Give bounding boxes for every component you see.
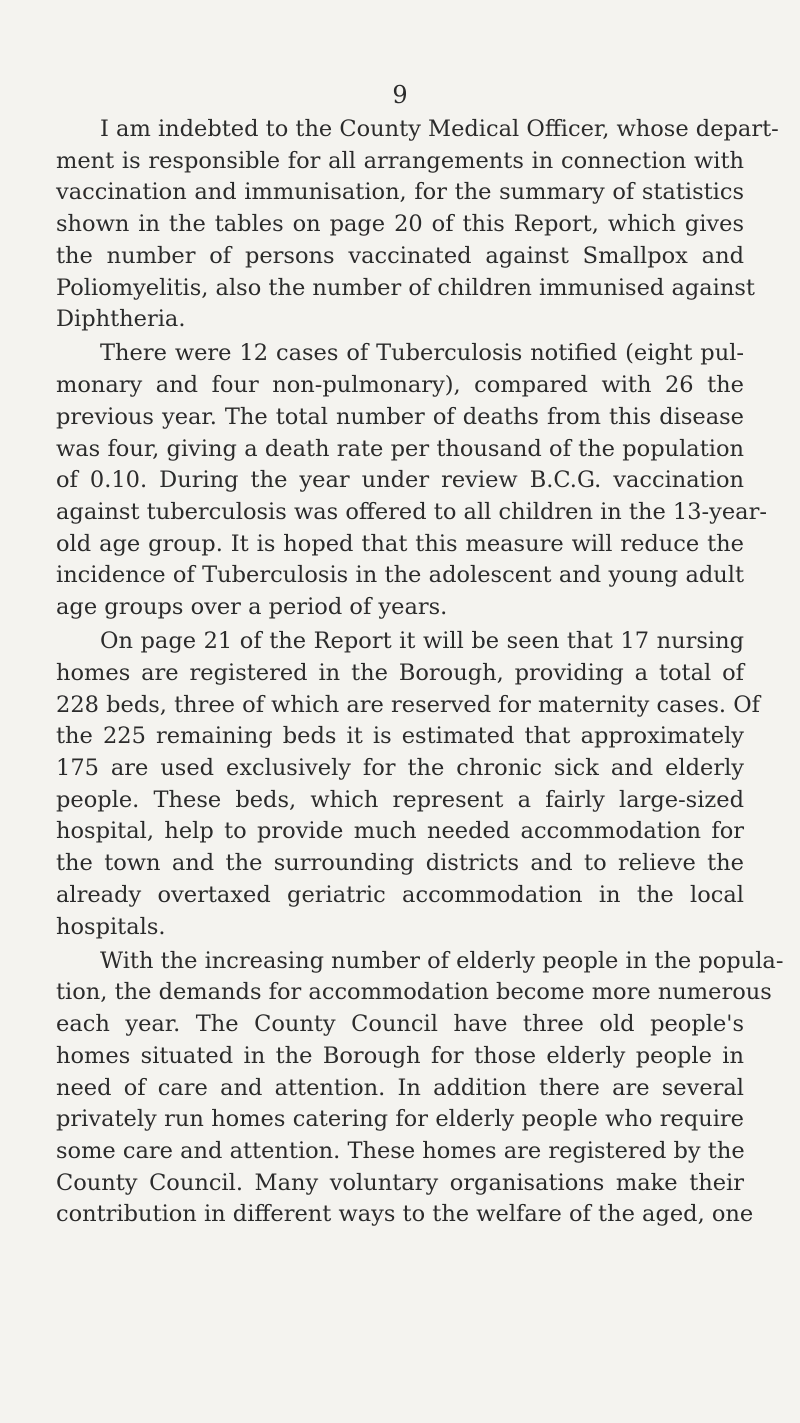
text-line: need of care and attention. In addition there are several — [56, 1074, 744, 1101]
text-line: of 0.10. During the year under review B.C.G. vaccination — [56, 467, 744, 494]
text-line: incidence of Tuberculosis in the adolescent and young adult — [56, 562, 744, 589]
text-line: homes are registered in the Borough, providing a total of — [56, 659, 744, 686]
text-line: the town and the surrounding districts and to relieve the — [56, 850, 744, 877]
text-line: the 225 remaining beds it is estimated that approximately — [56, 723, 744, 750]
paragraph — [56, 626, 761, 943]
text-line: homes situated in the Borough for those elderly people in — [56, 1042, 744, 1069]
text-line: ment is responsible for all arrangements in connection with — [56, 147, 744, 174]
text-line: against tuberculosis was offered to all children in the 13-year- — [56, 498, 767, 525]
text-line: age groups over a period of years. — [56, 594, 448, 621]
text-line: some care and attention. These homes are registered by the — [56, 1138, 745, 1164]
text-line: On page 21 of the Report it will be seen that 17 nursing — [100, 628, 744, 655]
text-line: With the increasing number of elderly people in the popula- — [100, 947, 784, 974]
text-line: Poliomyelitis, also the number of children immunised against — [56, 274, 755, 301]
page-number: 9 — [392, 81, 408, 109]
text-line: hospital, help to provide much needed accommodation for — [56, 818, 744, 845]
body-text — [56, 114, 784, 1234]
text-line: each year. The County Council have three old people's — [56, 1011, 744, 1038]
text-line: monary and four non-pulmonary), compared with 26 the — [56, 372, 744, 399]
paragraph — [56, 114, 779, 336]
text-line: Diphtheria. — [56, 306, 186, 333]
paragraph — [56, 946, 784, 1231]
text-line: old age group. It is hoped that this measure will reduce the — [56, 530, 744, 557]
text-line: hospitals. — [56, 913, 166, 940]
text-line: contribution in different ways to the welfare of the aged, one — [56, 1201, 754, 1228]
text-line: County Council. Many voluntary organisations make their — [56, 1169, 744, 1196]
text-line: the number of persons vaccinated against Smallpox and — [56, 242, 744, 269]
text-line: 228 beds, three of which are reserved for maternity cases. Of — [56, 691, 761, 718]
text-line: people. These beds, which represent a fairly large-sized — [56, 786, 744, 813]
text-line: tion, the demands for accommodation become more numerous — [56, 979, 772, 1006]
text-line: privately run homes catering for elderly people who require — [56, 1106, 744, 1133]
text-line: I am indebted to the County Medical Officer, whose depart- — [100, 116, 779, 142]
text-line: previous year. The total number of deaths from this disease — [56, 403, 744, 430]
text-line: vaccination and immunisation, for the summary of statistics — [56, 179, 744, 206]
paragraph — [56, 338, 767, 623]
text-line: was four, giving a death rate per thousand of the population — [56, 435, 744, 462]
text-line: already overtaxed geriatric accommodation in the local — [56, 881, 744, 908]
text-line: shown in the tables on page 20 of this Report, which gives — [56, 211, 744, 238]
text-line: There were 12 cases of Tuberculosis notified (eight pul- — [100, 340, 744, 367]
text-line: 175 are used exclusively for the chronic sick and elderly — [56, 755, 744, 782]
